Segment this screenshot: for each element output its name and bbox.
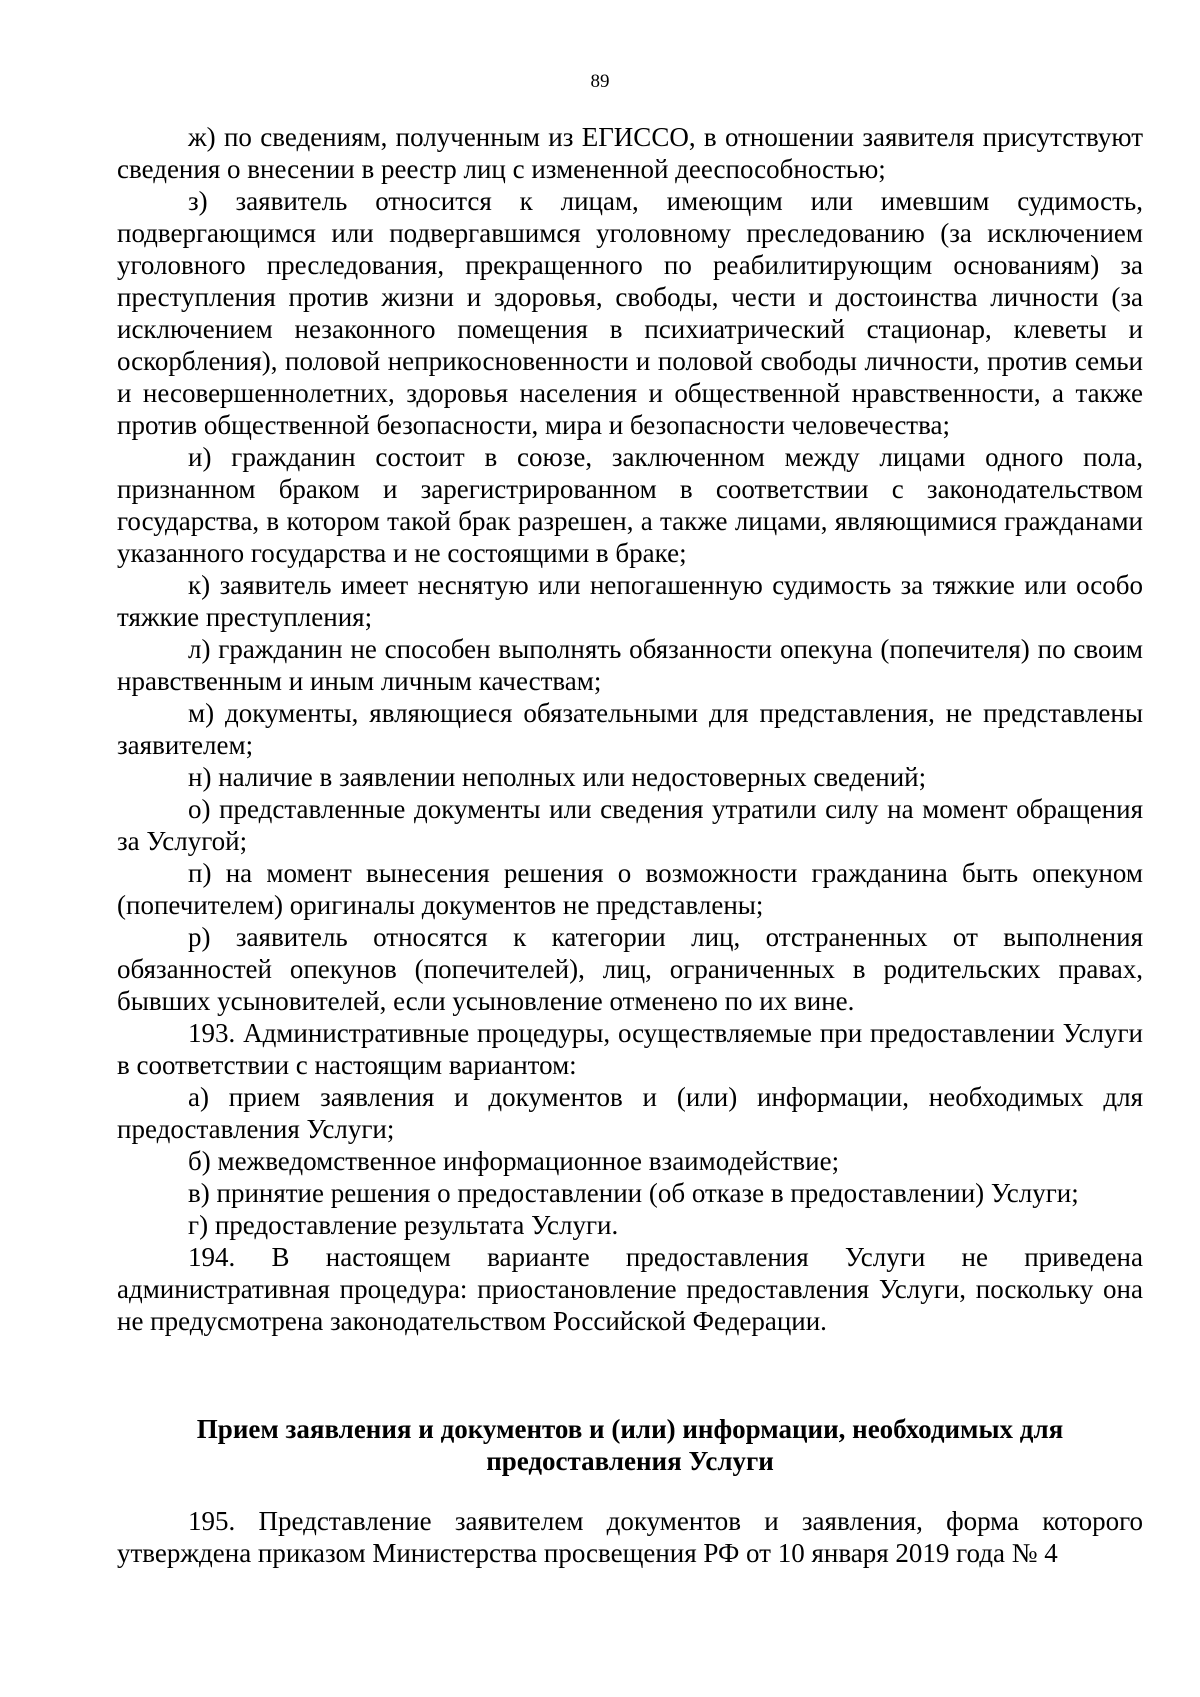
paragraph-z: з) заявитель относится к лицам, имеющим или имевшим судимость, подвергающимся или подвергавшимся уголовному преследованию (за исключением уголовного преследования, прекращенного по реабилитирующим основаниям) за преступления против жизни и здоровья, свободы, чести и достоинства личности (за исключением незаконного помещения в психиатрический стационар, клеветы и оскорбления), половой неприкосновенности и половой свободы личности, против семьи и несовершеннолетних, здоровья населения и общественной нравственности, а также против общественной безопасности, мира и безопасности человечества; <box>117 186 1143 440</box>
paragraph-k: к) заявитель имеет неснятую или непогашенную судимость за тяжкие или особо тяжкие преступления; <box>117 570 1143 632</box>
paragraph-m: м) документы, являющиеся обязательными для представления, не представлены заявителем; <box>117 698 1143 760</box>
paragraph-r: р) заявитель относятся к категории лиц, отстраненных от выполнения обязанностей опекунов (попечителей), лиц, ограниченных в родительских правах, бывших усыновителей, если усыновление отменено по их вине. <box>117 922 1143 1016</box>
paragraph-194: 194. В настоящем варианте предоставления Услуги не приведена административная процедура: приостановление предоставления Услуги, поскольку она не предусмотрена законодательством Российской Федерации. <box>117 1242 1143 1336</box>
paragraph-b: б) межведомственное информационное взаимодействие; <box>188 1146 840 1176</box>
page-number: 89 <box>590 71 610 92</box>
paragraph-v: в) принятие решения о предоставлении (об отказе в предоставлении) Услуги; <box>188 1178 1079 1208</box>
paragraph-i: и) гражданин состоит в союзе, заключенном между лицами одного пола, признанном браком и зарегистрированном в соответствии с законодательством государства, в котором такой брак разрешен, а также лицами, являющимися гражданами указанного государства и не состоящими в браке; <box>117 442 1143 568</box>
paragraph-zh: ж) по сведениям, полученным из ЕГИССО, в отношении заявителя присутствуют сведения о внесении в реестр лиц с измененной дееспособностью; <box>117 122 1143 184</box>
paragraph-a: а) прием заявления и документов и (или) информации, необходимых для предоставления Услуги; <box>117 1082 1143 1144</box>
section-heading-line-2: предоставления Услуги <box>486 1446 774 1476</box>
paragraph-o: о) представленные документы или сведения утратили силу на момент обращения за Услугой; <box>117 794 1143 856</box>
paragraph-g: г) предоставление результата Услуги. <box>188 1210 619 1240</box>
paragraph-n: н) наличие в заявлении неполных или недостоверных сведений; <box>188 762 927 792</box>
paragraph-l: л) гражданин не способен выполнять обязанности опекуна (попечителя) по своим нравственным и иным личным качествам; <box>117 634 1143 696</box>
paragraph-193: 193. Административные процедуры, осуществляемые при предоставлении Услуги в соответствии с настоящим вариантом: <box>117 1018 1143 1080</box>
paragraph-p: п) на момент вынесения решения о возможности гражданина быть опекуном (попечителем) оригиналы документов не представлены; <box>117 858 1143 920</box>
paragraph-195: 195. Представление заявителем документов и заявления, форма которого утверждена приказом Министерства просвещения РФ от 10 января 2019 года № 4 <box>117 1506 1143 1568</box>
body-text <box>117 121 1143 1337</box>
section-heading <box>117 1413 1143 1477</box>
section-heading-line-1: Прием заявления и документов и (или) информации, необходимых для <box>196 1414 1064 1444</box>
tail-text <box>117 1505 1143 1569</box>
